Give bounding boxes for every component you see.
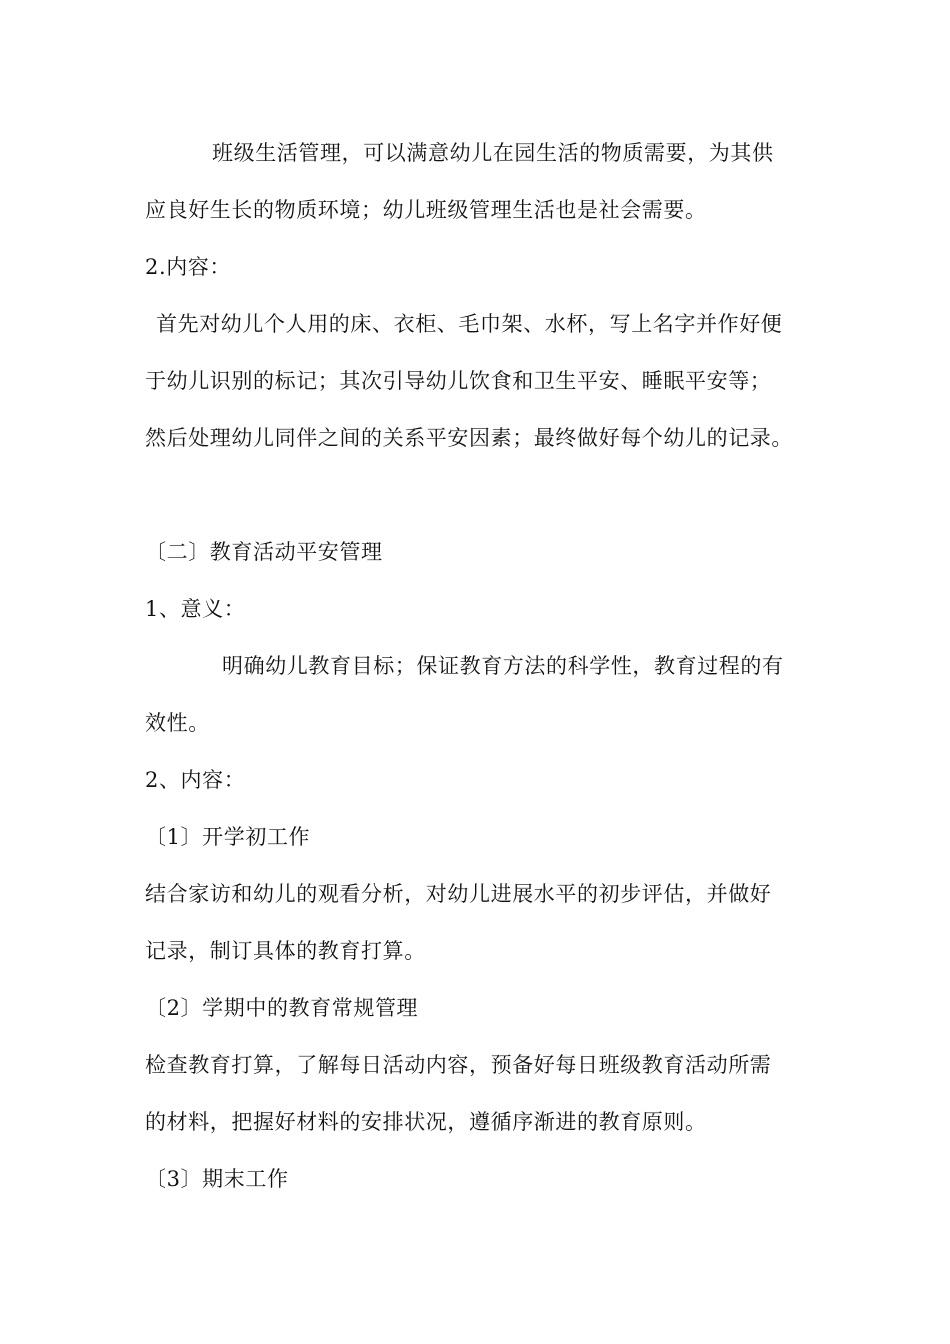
subsection-heading: 〔1〕开学初工作 (145, 825, 311, 849)
paragraph-line: 结合家访和幼儿的观看分析，对幼儿进展水平的初步评估，并做好 (145, 882, 772, 906)
subsection-heading: 〔2〕学期中的教育常规管理 (145, 996, 419, 1020)
paragraph-line: 于幼儿识别的标记；其次引导幼儿饮食和卫生平安、睡眠平安等； (145, 369, 772, 393)
paragraph-line: 班级生活管理，可以满意幼儿在园生活的物质需要，为其供 (212, 141, 774, 165)
section-label: 1、意义： (145, 597, 246, 621)
paragraph-line: 首先对幼儿个人用的床、衣柜、毛巾架、水杯，写上名字并作好便 (156, 312, 783, 336)
paragraph-line: 检查教育打算，了解每日活动内容，预备好每日班级教育活动所需 (145, 1053, 772, 1077)
section-label: 2.内容： (145, 255, 232, 279)
paragraph-line: 的材料，把握好材料的安排状况，遵循序渐进的教育原则。 (145, 1110, 707, 1134)
paragraph-line: 记录，制订具体的教育打算。 (145, 939, 426, 963)
section-heading: 〔二〕教育活动平安管理 (145, 540, 383, 564)
paragraph-line: 明确幼儿教育目标；保证教育方法的科学性，教育过程的有 (222, 654, 784, 678)
subsection-heading: 〔3〕期末工作 (145, 1167, 289, 1191)
paragraph-line: 应良好生长的物质环境；幼儿班级管理生活也是社会需要。 (145, 198, 707, 222)
paragraph-line: 然后处理幼儿同伴之间的关系平安因素；最终做好每个幼儿的记录。 (145, 426, 793, 450)
section-label: 2、内容： (145, 768, 246, 792)
paragraph-line: 效性。 (145, 711, 210, 735)
